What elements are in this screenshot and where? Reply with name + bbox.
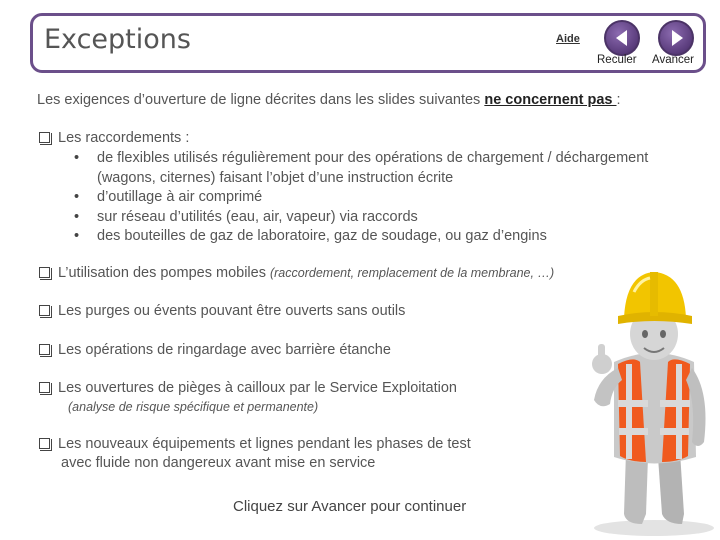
continue-instruction: Cliquez sur Avancer pour continuer — [233, 498, 467, 515]
item-note: (raccordement, remplacement de la membrane, …) — [269, 266, 555, 280]
intro-text — [37, 92, 621, 108]
back-button[interactable] — [604, 20, 640, 56]
list-item: • de flexibles utilisés régulièrement pour des opérations de chargement / déchargement — [72, 149, 648, 169]
item-label: Les purges ou évents pouvant être ouverts sans outils — [58, 303, 406, 319]
checkbox-bullet-icon — [39, 267, 50, 278]
item-purges — [39, 303, 405, 319]
item-label: L’utilisation des pompes mobiles — [58, 265, 270, 281]
back-arrow-icon — [606, 22, 638, 54]
item-note: (analyse de risque spécifique et permanente) — [68, 400, 319, 414]
forward-arrow-icon — [660, 22, 692, 54]
item-label: Les nouveaux équipements et lignes pendant les phases de test — [58, 436, 471, 452]
forward-button[interactable] — [658, 20, 694, 56]
item-raccordements — [39, 130, 189, 146]
back-label[interactable]: Reculer — [597, 54, 637, 66]
list-item: • d’outillage à air comprimé — [72, 188, 648, 208]
raccordements-list — [72, 149, 648, 247]
item-pieges — [39, 380, 457, 396]
list-item: • des bouteilles de gaz de laboratoire, gaz de soudage, ou gaz d’engins — [72, 227, 648, 247]
intro-text-before: Les exigences d’ouverture de ligne décrites dans les slides suivantes — [37, 92, 485, 108]
intro-emphasis: ne concernent pas — [484, 92, 617, 108]
item-equipements — [39, 436, 471, 452]
checkbox-bullet-icon — [39, 132, 50, 143]
item-label: Les ouvertures de pièges à cailloux par le Service Exploitation — [58, 380, 457, 396]
item-continuation: avec fluide non dangereux avant mise en service — [61, 455, 376, 471]
forward-label[interactable]: Avancer — [652, 54, 694, 66]
worker-illustration — [574, 252, 720, 537]
checkbox-bullet-icon — [39, 438, 50, 449]
checkbox-bullet-icon — [39, 344, 50, 355]
page-title: Exceptions — [44, 24, 191, 55]
list-item: • sur réseau d’utilités (eau, air, vapeur) via raccords — [72, 208, 648, 228]
checkbox-bullet-icon — [39, 305, 50, 316]
help-link[interactable]: Aide — [556, 33, 580, 45]
intro-text-after: : — [616, 92, 621, 108]
item-ringardage — [39, 342, 391, 358]
item-pompes — [39, 265, 554, 281]
item-label: Les opérations de ringardage avec barrière étanche — [58, 342, 391, 358]
checkbox-bullet-icon — [39, 382, 50, 393]
list-item-continuation: (wagons, citernes) faisant l’objet d’une instruction écrite — [97, 169, 454, 186]
item-label: Les raccordements : — [58, 130, 190, 146]
